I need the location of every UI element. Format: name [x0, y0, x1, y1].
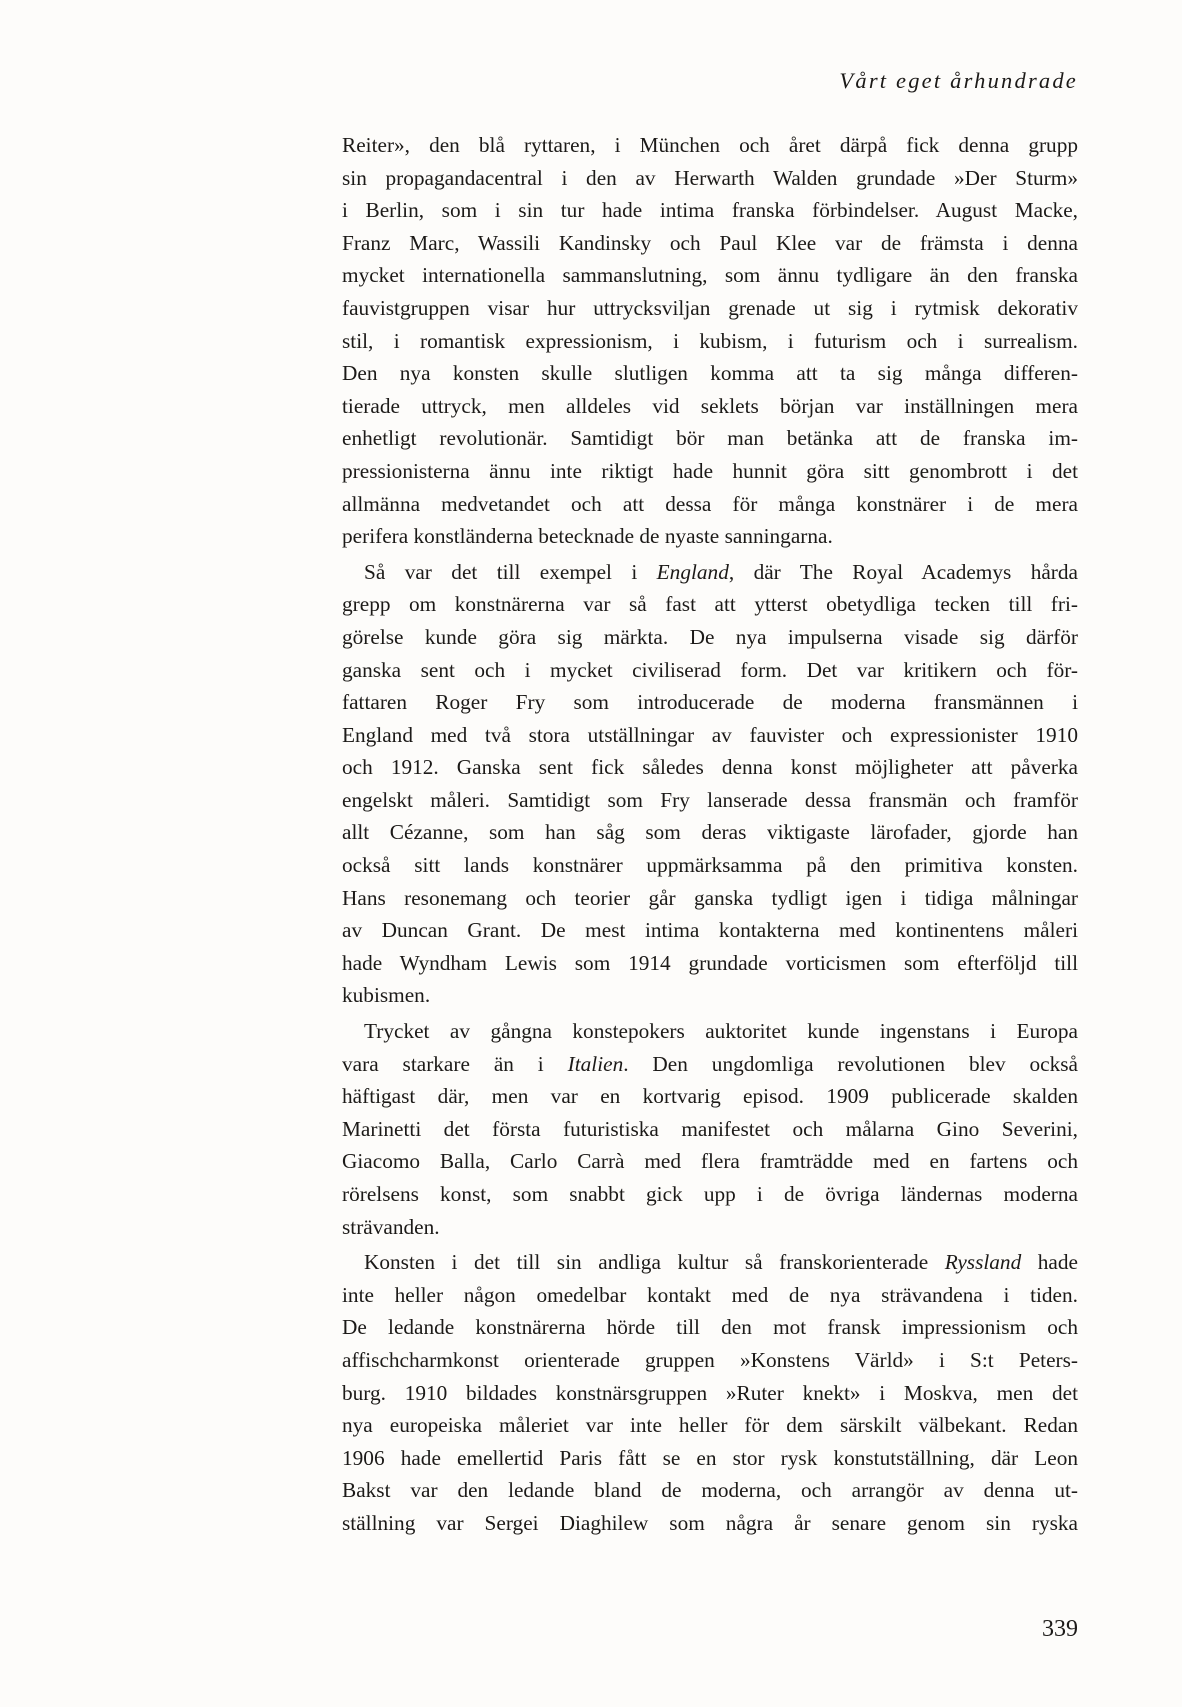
text-line: stil, i romantisk expressionism, i kubism, i futurism och i surrealism.	[342, 328, 1078, 353]
text-line: också sitt lands konstnärer uppmärksamma på den primitiva konsten.	[342, 853, 1078, 878]
text-line: Så var det till exempel i England, där The Royal Academys hårda	[364, 559, 1078, 584]
text-line: ganska sent och i mycket civiliserad form. Det var kritikern och för-	[342, 657, 1078, 682]
text-line: fauvistgruppen visar hur uttrycksviljan grenade ut sig i rytmisk dekorativ	[342, 295, 1078, 320]
text-line: Marinetti det första futuristiska manifestet och målarna Gino Severini,	[342, 1116, 1078, 1141]
text-line: burg. 1910 bildades konstnärsgruppen »Ruter knekt» i Moskva, men det	[342, 1380, 1078, 1405]
text-line: De ledande konstnärerna hörde till den mot fransk impressionism och	[342, 1315, 1078, 1340]
text-line: Konsten i det till sin andliga kultur så franskorienterade Ryssland hade	[364, 1250, 1078, 1275]
text-line: häftigast där, men var en kortvarig episod. 1909 publicerade skalden	[342, 1084, 1078, 1109]
paragraph	[342, 129, 1078, 553]
text-line: pressionisterna ännu inte riktigt hade hunnit göra sitt genombrott i det	[342, 458, 1078, 483]
text-line: görelse kunde göra sig märkta. De nya impulserna visade sig därför	[342, 624, 1078, 649]
text-line: perifera konstländerna betecknade de nyaste sanningarna.	[342, 524, 833, 549]
text-line: grepp om konstnärerna var så fast att ytterst obetydliga tecken till fri-	[342, 592, 1078, 617]
running-head: Vårt eget århundrade	[839, 68, 1078, 93]
paragraph	[342, 1015, 1078, 1243]
text-line: Hans resonemang och teorier går ganska tydligt igen i tidiga målningar	[342, 885, 1078, 910]
text-line: engelskt måleri. Samtidigt som Fry lanserade dessa fransmän och framför	[342, 787, 1078, 812]
text-line: Reiter», den blå ryttaren, i München och året därpå fick denna grupp	[342, 133, 1078, 157]
text-line: hade Wyndham Lewis som 1914 grundade vorticismen som efterföljd till	[342, 950, 1078, 975]
text-line: rörelsens konst, som snabbt gick upp i de övriga ländernas moderna	[342, 1182, 1078, 1206]
text-line: Den nya konsten skulle slutligen komma att ta sig många differen-	[342, 361, 1078, 386]
text-line: nya europeiska måleriet var inte heller för dem särskilt välbekant. Redan	[342, 1413, 1078, 1438]
paragraph	[342, 1246, 1078, 1539]
text-line: vara starkare än i Italien. Den ungdomliga revolutionen blev också	[342, 1051, 1079, 1076]
paragraph	[342, 556, 1078, 1012]
text-line: allmänna medvetandet och att dessa för många konstnärer i de mera	[342, 491, 1078, 516]
text-line: kubismen.	[342, 983, 431, 1008]
text-line: i Berlin, som i sin tur hade intima franska förbindelser. August Macke,	[342, 198, 1078, 223]
text-line: inte heller någon omedelbar kontakt med de nya strävandena i tiden.	[342, 1282, 1078, 1307]
page-number: 339	[1042, 1616, 1078, 1642]
text-line: tierade uttryck, men alldeles vid seklets början var inställningen mera	[342, 393, 1078, 418]
text-line: Franz Marc, Wassili Kandinsky och Paul Klee var de främsta i denna	[342, 230, 1078, 255]
text-line: strävanden.	[342, 1214, 440, 1239]
text-line: Bakst var den ledande bland de moderna, och arrangör av denna ut-	[342, 1478, 1078, 1503]
text-line: sin propagandacentral i den av Herwarth Walden grundade »Der Sturm»	[342, 165, 1078, 190]
text-line: enhetligt revolutionär. Samtidigt bör man betänka att de franska im-	[342, 426, 1078, 451]
text-line: affischcharmkonst orienterade gruppen »Konstens Värld» i S:t Peters-	[342, 1347, 1078, 1372]
text-line: Giacomo Balla, Carlo Carrà med flera framträdde med en fartens och	[342, 1149, 1078, 1174]
body-text	[342, 129, 1078, 1540]
text-line: Trycket av gångna konstepokers auktoritet kunde ingenstans i Europa	[364, 1019, 1078, 1044]
text-line: 1906 hade emellertid Paris fått se en stor rysk konstutställning, där Leon	[342, 1445, 1078, 1470]
text-line: mycket internationella sammanslutning, som ännu tydligare än den franska	[342, 263, 1078, 288]
text-line: England med två stora utställningar av fauvister och expressionister 1910	[342, 722, 1078, 747]
text-line: och 1912. Ganska sent fick således denna konst möjligheter att påverka	[342, 755, 1078, 780]
text-line: allt Cézanne, som han såg som deras viktigaste lärofader, gjorde han	[342, 820, 1078, 845]
text-line: fattaren Roger Fry som introducerade de moderna fransmännen i	[342, 690, 1078, 715]
text-line: av Duncan Grant. De mest intima kontakterna med kontinentens måleri	[342, 918, 1078, 943]
text-line: ställning var Sergei Diaghilew som några år senare genom sin ryska	[342, 1510, 1078, 1535]
